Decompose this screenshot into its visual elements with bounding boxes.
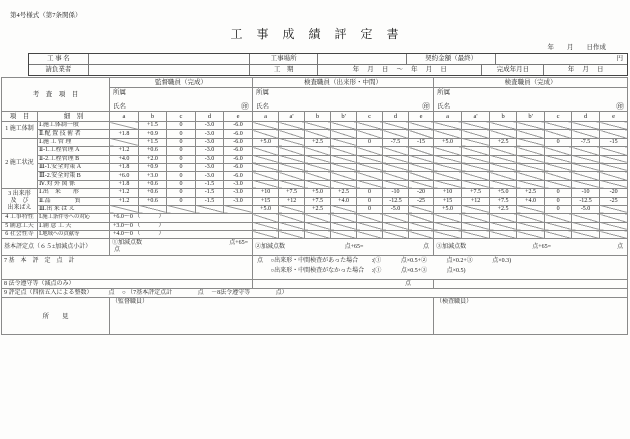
table-row bbox=[2, 214, 628, 222]
subitem-col-header: 細 別 bbox=[38, 112, 110, 122]
remarks-row bbox=[2, 298, 628, 335]
table-row: Ⅱ.配 置 技 術 者 +1.8 +0.9 0 -3.0 -6.0 bbox=[2, 130, 628, 138]
grade-letter: d bbox=[383, 112, 409, 122]
subitem-label: Ⅰ.創 意 工 夫 bbox=[38, 222, 110, 230]
subitem-label: Ⅱ.品 質 bbox=[38, 197, 110, 205]
table-row: Ⅲ-2.安全対策 B +6.0 +3.0 0 -3.0 -6.0 bbox=[2, 172, 628, 180]
subitem-label: Ⅰ.施 工 管 理 bbox=[38, 138, 110, 146]
affiliation-label: 所属 bbox=[437, 89, 451, 96]
compliance-row bbox=[2, 280, 628, 289]
grade-letter: e bbox=[224, 112, 253, 122]
base-score-total-label: 7 基 本 評 定 点 計 bbox=[2, 256, 253, 280]
table-row bbox=[2, 231, 628, 239]
range-cell: +4.0～0 （ ） bbox=[110, 231, 253, 239]
range-cell: +3.0～0 （ ） bbox=[110, 222, 253, 230]
grade-letter: c bbox=[545, 112, 572, 122]
table-row: 1 施工体制 Ⅰ.施工体制一般 +1.5 0 -3.0 -6.0 bbox=[2, 122, 628, 130]
table-row: Ⅲ.出 来 ば え +5.0 +2.5 0 -5.0 +5.0 +2.5 0 -5.0 bbox=[2, 205, 628, 213]
subitem-label: Ⅱ-2.工程管理 B bbox=[38, 155, 110, 163]
subitem-label: Ⅰ.施工体制一般 bbox=[38, 122, 110, 130]
inspector-interim-staff-cell bbox=[253, 88, 434, 112]
seal-icon: ㊞ bbox=[422, 102, 431, 111]
grade-letter: a bbox=[434, 112, 462, 122]
final-score-row bbox=[2, 289, 628, 298]
seal-icon: ㊞ bbox=[241, 102, 250, 111]
group-label: 3 出来形 及 び 出来ばえ bbox=[2, 189, 38, 214]
table-row: 3 出来形 及 び 出来ばえ Ⅰ.出 来 形 +1.2 +0.6 0 -1.5 -3.0 +10 +7.5 +5.0 +2.5 0 -10 -20 +10 +7.5 +5.0 +2.5 0 -10 -20 bbox=[2, 189, 628, 197]
group-label: 4 工事特性 bbox=[2, 214, 38, 222]
contract-amount-label: 契約金額（最終） bbox=[407, 54, 497, 64]
info-row-2 bbox=[29, 65, 627, 75]
seal-icon: ㊞ bbox=[616, 102, 625, 111]
adjustment-3-cell: ③加減点数 点+65= 点 bbox=[434, 239, 628, 256]
base-score-total-row bbox=[2, 256, 628, 280]
grade-letter: c bbox=[167, 112, 196, 122]
form-number: 第4号様式（第7条関係） bbox=[10, 12, 82, 19]
subitem-label: Ⅲ-1.安全対策 A bbox=[38, 163, 110, 171]
grade-letter: b' bbox=[517, 112, 545, 122]
base-score-label: 基本評定点（６５±加減点小計） bbox=[2, 239, 110, 256]
group-label: 5 創意工夫 bbox=[2, 222, 38, 230]
affiliation-label: 所属 bbox=[113, 89, 126, 96]
site-value bbox=[318, 54, 407, 64]
page-title: 工 事 成 績 評 定 書 bbox=[230, 27, 400, 41]
group-label: 2 施工状況 bbox=[2, 138, 38, 188]
adjustment-2-cell: ②加減点数 点+65= 点 bbox=[253, 239, 434, 256]
grade-letter: a bbox=[110, 112, 139, 122]
inspector-interim-section-header: 検査職員（出来形・中間） bbox=[253, 78, 434, 88]
table-row: Ⅳ.対 外 関 係 +1.8 +0.6 0 -1.5 -3.0 bbox=[2, 180, 628, 188]
table-row: Ⅱ.品 質 +1.2 +0.6 0 -1.5 -3.0 +15 +12 +7.5 +4.0 0 -12.5 -25 +15 +12 +7.5 +4.0 0 -12.5 -25 bbox=[2, 197, 628, 205]
grade-letter: a' bbox=[462, 112, 490, 122]
name-label: 氏名 bbox=[256, 103, 270, 110]
grade-letter: b bbox=[490, 112, 517, 122]
subitem-label: Ⅰ.出 来 形 bbox=[38, 189, 110, 197]
table-row bbox=[2, 222, 628, 230]
subitem-label: Ⅳ.対 外 関 係 bbox=[38, 180, 110, 188]
completion-date-label: 完成年月日 bbox=[482, 65, 544, 75]
grade-letter: b bbox=[305, 112, 331, 122]
contract-amount-value: 円 bbox=[616, 55, 623, 62]
compliance-value: 点 bbox=[253, 280, 434, 289]
name-label: 氏名 bbox=[437, 103, 451, 110]
table-row: Ⅲ-1.安全対策 A +1.8 +0.9 0 -3.0 -6.0 bbox=[2, 163, 628, 171]
name-label: 氏名 bbox=[113, 103, 126, 110]
compliance-blank-cell bbox=[434, 280, 628, 289]
group-label: 6 社会性等 bbox=[2, 231, 38, 239]
created-date-line: 年 月 日作成 bbox=[547, 44, 606, 51]
subitem-label: Ⅱ.配 置 技 術 者 bbox=[38, 130, 110, 138]
compliance-label: 8 法令遵守等（減点のみ） bbox=[2, 280, 253, 289]
table-row: Ⅱ-1.工程管理 A +1.2 +0.6 0 -3.0 -6.0 bbox=[2, 147, 628, 155]
completion-date-value: 年 月 日 bbox=[567, 66, 604, 73]
range-cell: +6.0～0 （ ） bbox=[110, 214, 253, 222]
grade-letter: d bbox=[572, 112, 600, 122]
grade-letter: a' bbox=[279, 112, 305, 122]
grade-letter: c bbox=[357, 112, 383, 122]
grade-letter-row bbox=[2, 112, 628, 122]
grade-letter: e bbox=[409, 112, 434, 122]
inspector-final-staff-cell bbox=[434, 88, 628, 112]
base-score-row bbox=[2, 239, 628, 256]
period-label: 工 期 bbox=[250, 65, 318, 75]
evaluation-table bbox=[1, 77, 628, 335]
supervisor-section-header: 監督職員（完成） bbox=[110, 78, 253, 88]
remarks-inspector-area: （検査職員） bbox=[434, 298, 628, 335]
grade-letter: d bbox=[196, 112, 224, 122]
base-score-total-formula: 点 ○出来形・中間検査があった場合 :(① 点×0.5+② 点×0.2+③ 点×0.3) ○出来形・中間検査がなかった場合 :(① 点×0.5+③ 点×0.5) bbox=[253, 256, 628, 280]
project-info-table bbox=[28, 53, 628, 76]
group-label: 1 施工体制 bbox=[2, 122, 38, 139]
table-row: 2 施工状況 Ⅰ.施 工 管 理 +1.5 0 -3.0 -6.0 +5.0 +2.5 0 -7.5 -15 +5.0 +2.5 0 -7.5 -15 bbox=[2, 138, 628, 146]
subitem-label: Ⅰ.地域への貢献等 bbox=[38, 231, 110, 239]
supervisor-staff-cell bbox=[110, 88, 253, 112]
remarks-label: 所 見 bbox=[2, 298, 110, 335]
grade-letter: a bbox=[253, 112, 279, 122]
contractor-value bbox=[89, 65, 250, 75]
remarks-supervisor-area: （監督職員） bbox=[110, 298, 434, 335]
grade-letter: b' bbox=[331, 112, 357, 122]
subitem-label: Ⅱ-1.工程管理 A bbox=[38, 147, 110, 155]
item-col-header: 項 目 bbox=[2, 112, 38, 122]
info-row-1 bbox=[29, 54, 627, 65]
inspector-final-section-header: 検査職員（完成） bbox=[434, 78, 628, 88]
subitem-label: Ⅲ-2.安全対策 B bbox=[38, 172, 110, 180]
adjustment-1-cell: ①加減点数 点+65= 点 bbox=[110, 239, 253, 256]
project-name-value bbox=[89, 54, 250, 64]
affiliation-label: 所属 bbox=[256, 89, 270, 96]
contractor-label: 請負業者 bbox=[29, 65, 89, 75]
project-name-label: 工 事 名 bbox=[29, 54, 89, 64]
grade-letter: b bbox=[139, 112, 167, 122]
grade-letter: e bbox=[600, 112, 628, 122]
subitem-label: Ⅲ.出 来 ば え bbox=[38, 205, 110, 213]
period-value: 年 月 日 ～ 年 月 日 bbox=[318, 65, 482, 75]
table-row: Ⅱ-2.工程管理 B +4.0 +2.0 0 -3.0 -6.0 bbox=[2, 155, 628, 163]
inspection-items-header: 考 査 項 目 bbox=[2, 78, 110, 112]
site-label: 工事場所 bbox=[250, 54, 318, 64]
subitem-label: Ⅰ.施工条件等への対応 bbox=[38, 214, 110, 222]
final-score-cell: 9 評定点（四捨五入による整数） 点 ○ （7基本評定点計 点 －8法令遵守等 点） bbox=[2, 289, 628, 298]
